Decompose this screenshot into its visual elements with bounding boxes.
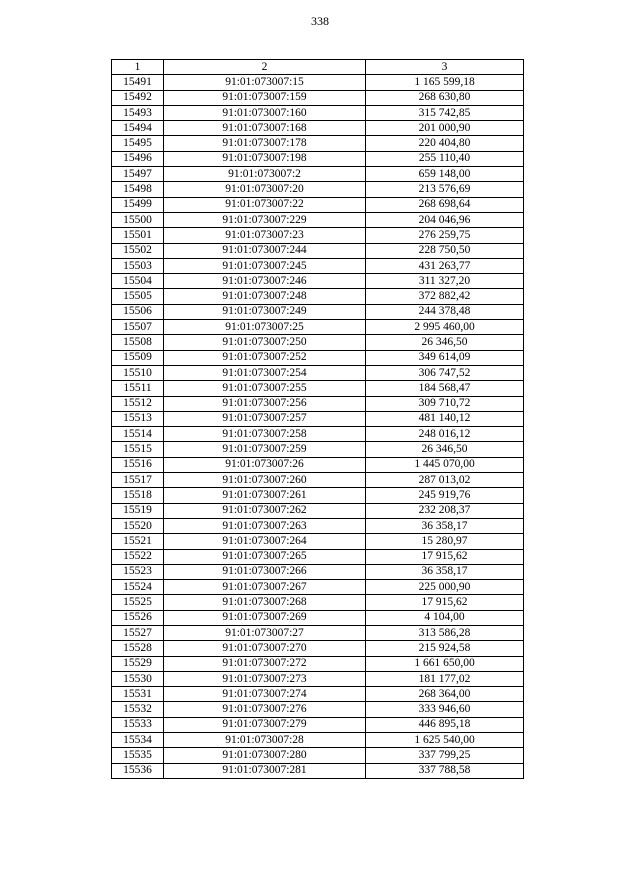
row-number-cell: 15502 bbox=[112, 243, 164, 258]
cadastral-number-cell: 91:01:073007:248 bbox=[164, 289, 366, 304]
cadastral-value-cell: 4 104,00 bbox=[366, 610, 524, 625]
column-header-1: 1 bbox=[112, 60, 164, 75]
cadastral-value-cell: 431 263,77 bbox=[366, 258, 524, 273]
cadastral-number-cell: 91:01:073007:159 bbox=[164, 90, 366, 105]
row-number-cell: 15499 bbox=[112, 197, 164, 212]
row-number-cell: 15507 bbox=[112, 320, 164, 335]
cadastral-number-cell: 91:01:073007:178 bbox=[164, 136, 366, 151]
table-row bbox=[112, 610, 524, 625]
cadastral-number-cell: 91:01:073007:27 bbox=[164, 625, 366, 640]
table-row bbox=[112, 411, 524, 426]
cadastral-value-cell: 1 445 070,00 bbox=[366, 457, 524, 472]
cadastral-value-cell: 309 710,72 bbox=[366, 396, 524, 411]
row-number-cell: 15508 bbox=[112, 335, 164, 350]
cadastral-value-cell: 481 140,12 bbox=[366, 411, 524, 426]
row-number-cell: 15494 bbox=[112, 121, 164, 136]
row-number-cell: 15528 bbox=[112, 641, 164, 656]
cadastral-number-cell: 91:01:073007:160 bbox=[164, 105, 366, 120]
cadastral-number-cell: 91:01:073007:245 bbox=[164, 258, 366, 273]
row-number-cell: 15501 bbox=[112, 228, 164, 243]
cadastral-value-cell: 248 016,12 bbox=[366, 427, 524, 442]
table-row bbox=[112, 320, 524, 335]
row-number-cell: 15509 bbox=[112, 350, 164, 365]
cadastral-value-cell: 311 327,20 bbox=[366, 274, 524, 289]
cadastral-number-cell: 91:01:073007:272 bbox=[164, 656, 366, 671]
table-row bbox=[112, 105, 524, 120]
row-number-cell: 15514 bbox=[112, 427, 164, 442]
table-row bbox=[112, 197, 524, 212]
table-row bbox=[112, 304, 524, 319]
cadastral-number-cell: 91:01:073007:257 bbox=[164, 411, 366, 426]
cadastral-number-cell: 91:01:073007:274 bbox=[164, 687, 366, 702]
cadastral-number-cell: 91:01:073007:168 bbox=[164, 121, 366, 136]
cadastral-value-cell: 349 614,09 bbox=[366, 350, 524, 365]
cadastral-value-table bbox=[111, 59, 524, 779]
column-header-2: 2 bbox=[164, 60, 366, 75]
cadastral-value-cell: 17 915,62 bbox=[366, 595, 524, 610]
cadastral-number-cell: 91:01:073007:259 bbox=[164, 442, 366, 457]
cadastral-number-cell: 91:01:073007:262 bbox=[164, 503, 366, 518]
cadastral-number-cell: 91:01:073007:267 bbox=[164, 580, 366, 595]
cadastral-number-cell: 91:01:073007:15 bbox=[164, 75, 366, 90]
cadastral-number-cell: 91:01:073007:268 bbox=[164, 595, 366, 610]
table-row bbox=[112, 182, 524, 197]
cadastral-value-cell: 306 747,52 bbox=[366, 365, 524, 380]
table-row bbox=[112, 335, 524, 350]
cadastral-number-cell: 91:01:073007:270 bbox=[164, 641, 366, 656]
cadastral-number-cell: 91:01:073007:244 bbox=[164, 243, 366, 258]
table-row bbox=[112, 503, 524, 518]
table-row bbox=[112, 365, 524, 380]
cadastral-number-cell: 91:01:073007:258 bbox=[164, 427, 366, 442]
row-number-cell: 15535 bbox=[112, 748, 164, 763]
row-number-cell: 15520 bbox=[112, 518, 164, 533]
table-row bbox=[112, 687, 524, 702]
table-row bbox=[112, 136, 524, 151]
table-row bbox=[112, 534, 524, 549]
cadastral-number-cell: 91:01:073007:252 bbox=[164, 350, 366, 365]
cadastral-number-cell: 91:01:073007:281 bbox=[164, 763, 366, 778]
table-row bbox=[112, 274, 524, 289]
cadastral-value-cell: 17 915,62 bbox=[366, 549, 524, 564]
cadastral-number-cell: 91:01:073007:23 bbox=[164, 228, 366, 243]
cadastral-number-cell: 91:01:073007:20 bbox=[164, 182, 366, 197]
table-row bbox=[112, 733, 524, 748]
row-number-cell: 15536 bbox=[112, 763, 164, 778]
cadastral-value-cell: 1 165 599,18 bbox=[366, 75, 524, 90]
cadastral-value-cell: 337 799,25 bbox=[366, 748, 524, 763]
cadastral-number-cell: 91:01:073007:256 bbox=[164, 396, 366, 411]
table-row bbox=[112, 442, 524, 457]
cadastral-value-cell: 315 742,85 bbox=[366, 105, 524, 120]
cadastral-value-cell: 1 625 540,00 bbox=[366, 733, 524, 748]
cadastral-number-cell: 91:01:073007:261 bbox=[164, 488, 366, 503]
table-row bbox=[112, 595, 524, 610]
row-number-cell: 15522 bbox=[112, 549, 164, 564]
cadastral-value-cell: 204 046,96 bbox=[366, 212, 524, 227]
row-number-cell: 15529 bbox=[112, 656, 164, 671]
table-row bbox=[112, 121, 524, 136]
cadastral-number-cell: 91:01:073007:279 bbox=[164, 717, 366, 732]
table-row bbox=[112, 488, 524, 503]
table-row bbox=[112, 717, 524, 732]
cadastral-value-cell: 215 924,58 bbox=[366, 641, 524, 656]
table-row bbox=[112, 625, 524, 640]
row-number-cell: 15497 bbox=[112, 167, 164, 182]
table-body bbox=[112, 75, 524, 779]
table-row bbox=[112, 549, 524, 564]
table-row bbox=[112, 151, 524, 166]
row-number-cell: 15504 bbox=[112, 274, 164, 289]
cadastral-value-cell: 1 661 650,00 bbox=[366, 656, 524, 671]
table-row bbox=[112, 564, 524, 579]
table-row bbox=[112, 228, 524, 243]
row-number-cell: 15498 bbox=[112, 182, 164, 197]
cadastral-number-cell: 91:01:073007:246 bbox=[164, 274, 366, 289]
cadastral-number-cell: 91:01:073007:260 bbox=[164, 473, 366, 488]
table-row bbox=[112, 748, 524, 763]
table-row bbox=[112, 457, 524, 472]
cadastral-value-cell: 2 995 460,00 bbox=[366, 320, 524, 335]
cadastral-value-cell: 245 919,76 bbox=[366, 488, 524, 503]
table-row bbox=[112, 671, 524, 686]
cadastral-number-cell: 91:01:073007:198 bbox=[164, 151, 366, 166]
cadastral-value-cell: 26 346,50 bbox=[366, 335, 524, 350]
row-number-cell: 15496 bbox=[112, 151, 164, 166]
cadastral-number-cell: 91:01:073007:266 bbox=[164, 564, 366, 579]
row-number-cell: 15506 bbox=[112, 304, 164, 319]
column-header-3: 3 bbox=[366, 60, 524, 75]
table-row bbox=[112, 763, 524, 778]
cadastral-value-cell: 659 148,00 bbox=[366, 167, 524, 182]
cadastral-value-cell: 255 110,40 bbox=[366, 151, 524, 166]
row-number-cell: 15510 bbox=[112, 365, 164, 380]
cadastral-number-cell: 91:01:073007:250 bbox=[164, 335, 366, 350]
row-number-cell: 15533 bbox=[112, 717, 164, 732]
cadastral-value-cell: 232 208,37 bbox=[366, 503, 524, 518]
cadastral-number-cell: 91:01:073007:25 bbox=[164, 320, 366, 335]
cadastral-value-cell: 333 946,60 bbox=[366, 702, 524, 717]
table-row bbox=[112, 289, 524, 304]
cadastral-number-cell: 91:01:073007:22 bbox=[164, 197, 366, 212]
cadastral-value-cell: 313 586,28 bbox=[366, 625, 524, 640]
row-number-cell: 15503 bbox=[112, 258, 164, 273]
row-number-cell: 15495 bbox=[112, 136, 164, 151]
row-number-cell: 15526 bbox=[112, 610, 164, 625]
cadastral-value-cell: 213 576,69 bbox=[366, 182, 524, 197]
cadastral-number-cell: 91:01:073007:264 bbox=[164, 534, 366, 549]
cadastral-value-cell: 220 404,80 bbox=[366, 136, 524, 151]
table-row bbox=[112, 656, 524, 671]
cadastral-value-cell: 446 895,18 bbox=[366, 717, 524, 732]
cadastral-value-cell: 36 358,17 bbox=[366, 518, 524, 533]
row-number-cell: 15512 bbox=[112, 396, 164, 411]
table-row bbox=[112, 580, 524, 595]
cadastral-number-cell: 91:01:073007:249 bbox=[164, 304, 366, 319]
row-number-cell: 15534 bbox=[112, 733, 164, 748]
cadastral-number-cell: 91:01:073007:254 bbox=[164, 365, 366, 380]
cadastral-value-cell: 287 013,02 bbox=[366, 473, 524, 488]
table-header-row bbox=[112, 60, 524, 75]
cadastral-number-cell: 91:01:073007:265 bbox=[164, 549, 366, 564]
row-number-cell: 15525 bbox=[112, 595, 164, 610]
table-row bbox=[112, 641, 524, 656]
row-number-cell: 15521 bbox=[112, 534, 164, 549]
cadastral-value-cell: 184 568,47 bbox=[366, 381, 524, 396]
cadastral-number-cell: 91:01:073007:28 bbox=[164, 733, 366, 748]
row-number-cell: 15531 bbox=[112, 687, 164, 702]
table-row bbox=[112, 75, 524, 90]
row-number-cell: 15532 bbox=[112, 702, 164, 717]
row-number-cell: 15530 bbox=[112, 671, 164, 686]
row-number-cell: 15505 bbox=[112, 289, 164, 304]
cadastral-number-cell: 91:01:073007:269 bbox=[164, 610, 366, 625]
cadastral-value-cell: 26 346,50 bbox=[366, 442, 524, 457]
cadastral-value-cell: 228 750,50 bbox=[366, 243, 524, 258]
table-row bbox=[112, 90, 524, 105]
cadastral-value-cell: 372 882,42 bbox=[366, 289, 524, 304]
table-row bbox=[112, 167, 524, 182]
row-number-cell: 15516 bbox=[112, 457, 164, 472]
table-row bbox=[112, 381, 524, 396]
page-number: 338 bbox=[311, 14, 329, 28]
cadastral-number-cell: 91:01:073007:229 bbox=[164, 212, 366, 227]
row-number-cell: 15513 bbox=[112, 411, 164, 426]
table-row bbox=[112, 350, 524, 365]
row-number-cell: 15523 bbox=[112, 564, 164, 579]
row-number-cell: 15518 bbox=[112, 488, 164, 503]
row-number-cell: 15515 bbox=[112, 442, 164, 457]
cadastral-value-cell: 268 364,00 bbox=[366, 687, 524, 702]
row-number-cell: 15493 bbox=[112, 105, 164, 120]
row-number-cell: 15524 bbox=[112, 580, 164, 595]
cadastral-value-cell: 268 698,64 bbox=[366, 197, 524, 212]
cadastral-value-cell: 225 000,90 bbox=[366, 580, 524, 595]
table-row bbox=[112, 702, 524, 717]
cadastral-number-cell: 91:01:073007:2 bbox=[164, 167, 366, 182]
table-row bbox=[112, 396, 524, 411]
cadastral-value-cell: 276 259,75 bbox=[366, 228, 524, 243]
row-number-cell: 15491 bbox=[112, 75, 164, 90]
table-row bbox=[112, 258, 524, 273]
row-number-cell: 15527 bbox=[112, 625, 164, 640]
cadastral-number-cell: 91:01:073007:276 bbox=[164, 702, 366, 717]
cadastral-number-cell: 91:01:073007:280 bbox=[164, 748, 366, 763]
table-row bbox=[112, 243, 524, 258]
cadastral-number-cell: 91:01:073007:263 bbox=[164, 518, 366, 533]
row-number-cell: 15511 bbox=[112, 381, 164, 396]
table-row bbox=[112, 473, 524, 488]
table-row bbox=[112, 427, 524, 442]
cadastral-value-cell: 201 000,90 bbox=[366, 121, 524, 136]
cadastral-number-cell: 91:01:073007:255 bbox=[164, 381, 366, 396]
cadastral-value-cell: 268 630,80 bbox=[366, 90, 524, 105]
cadastral-number-cell: 91:01:073007:273 bbox=[164, 671, 366, 686]
cadastral-value-cell: 181 177,02 bbox=[366, 671, 524, 686]
row-number-cell: 15517 bbox=[112, 473, 164, 488]
cadastral-value-cell: 244 378,48 bbox=[366, 304, 524, 319]
table-row bbox=[112, 212, 524, 227]
row-number-cell: 15500 bbox=[112, 212, 164, 227]
row-number-cell: 15492 bbox=[112, 90, 164, 105]
table-row bbox=[112, 518, 524, 533]
cadastral-number-cell: 91:01:073007:26 bbox=[164, 457, 366, 472]
cadastral-value-cell: 15 280,97 bbox=[366, 534, 524, 549]
cadastral-value-cell: 36 358,17 bbox=[366, 564, 524, 579]
row-number-cell: 15519 bbox=[112, 503, 164, 518]
cadastral-value-cell: 337 788,58 bbox=[366, 763, 524, 778]
